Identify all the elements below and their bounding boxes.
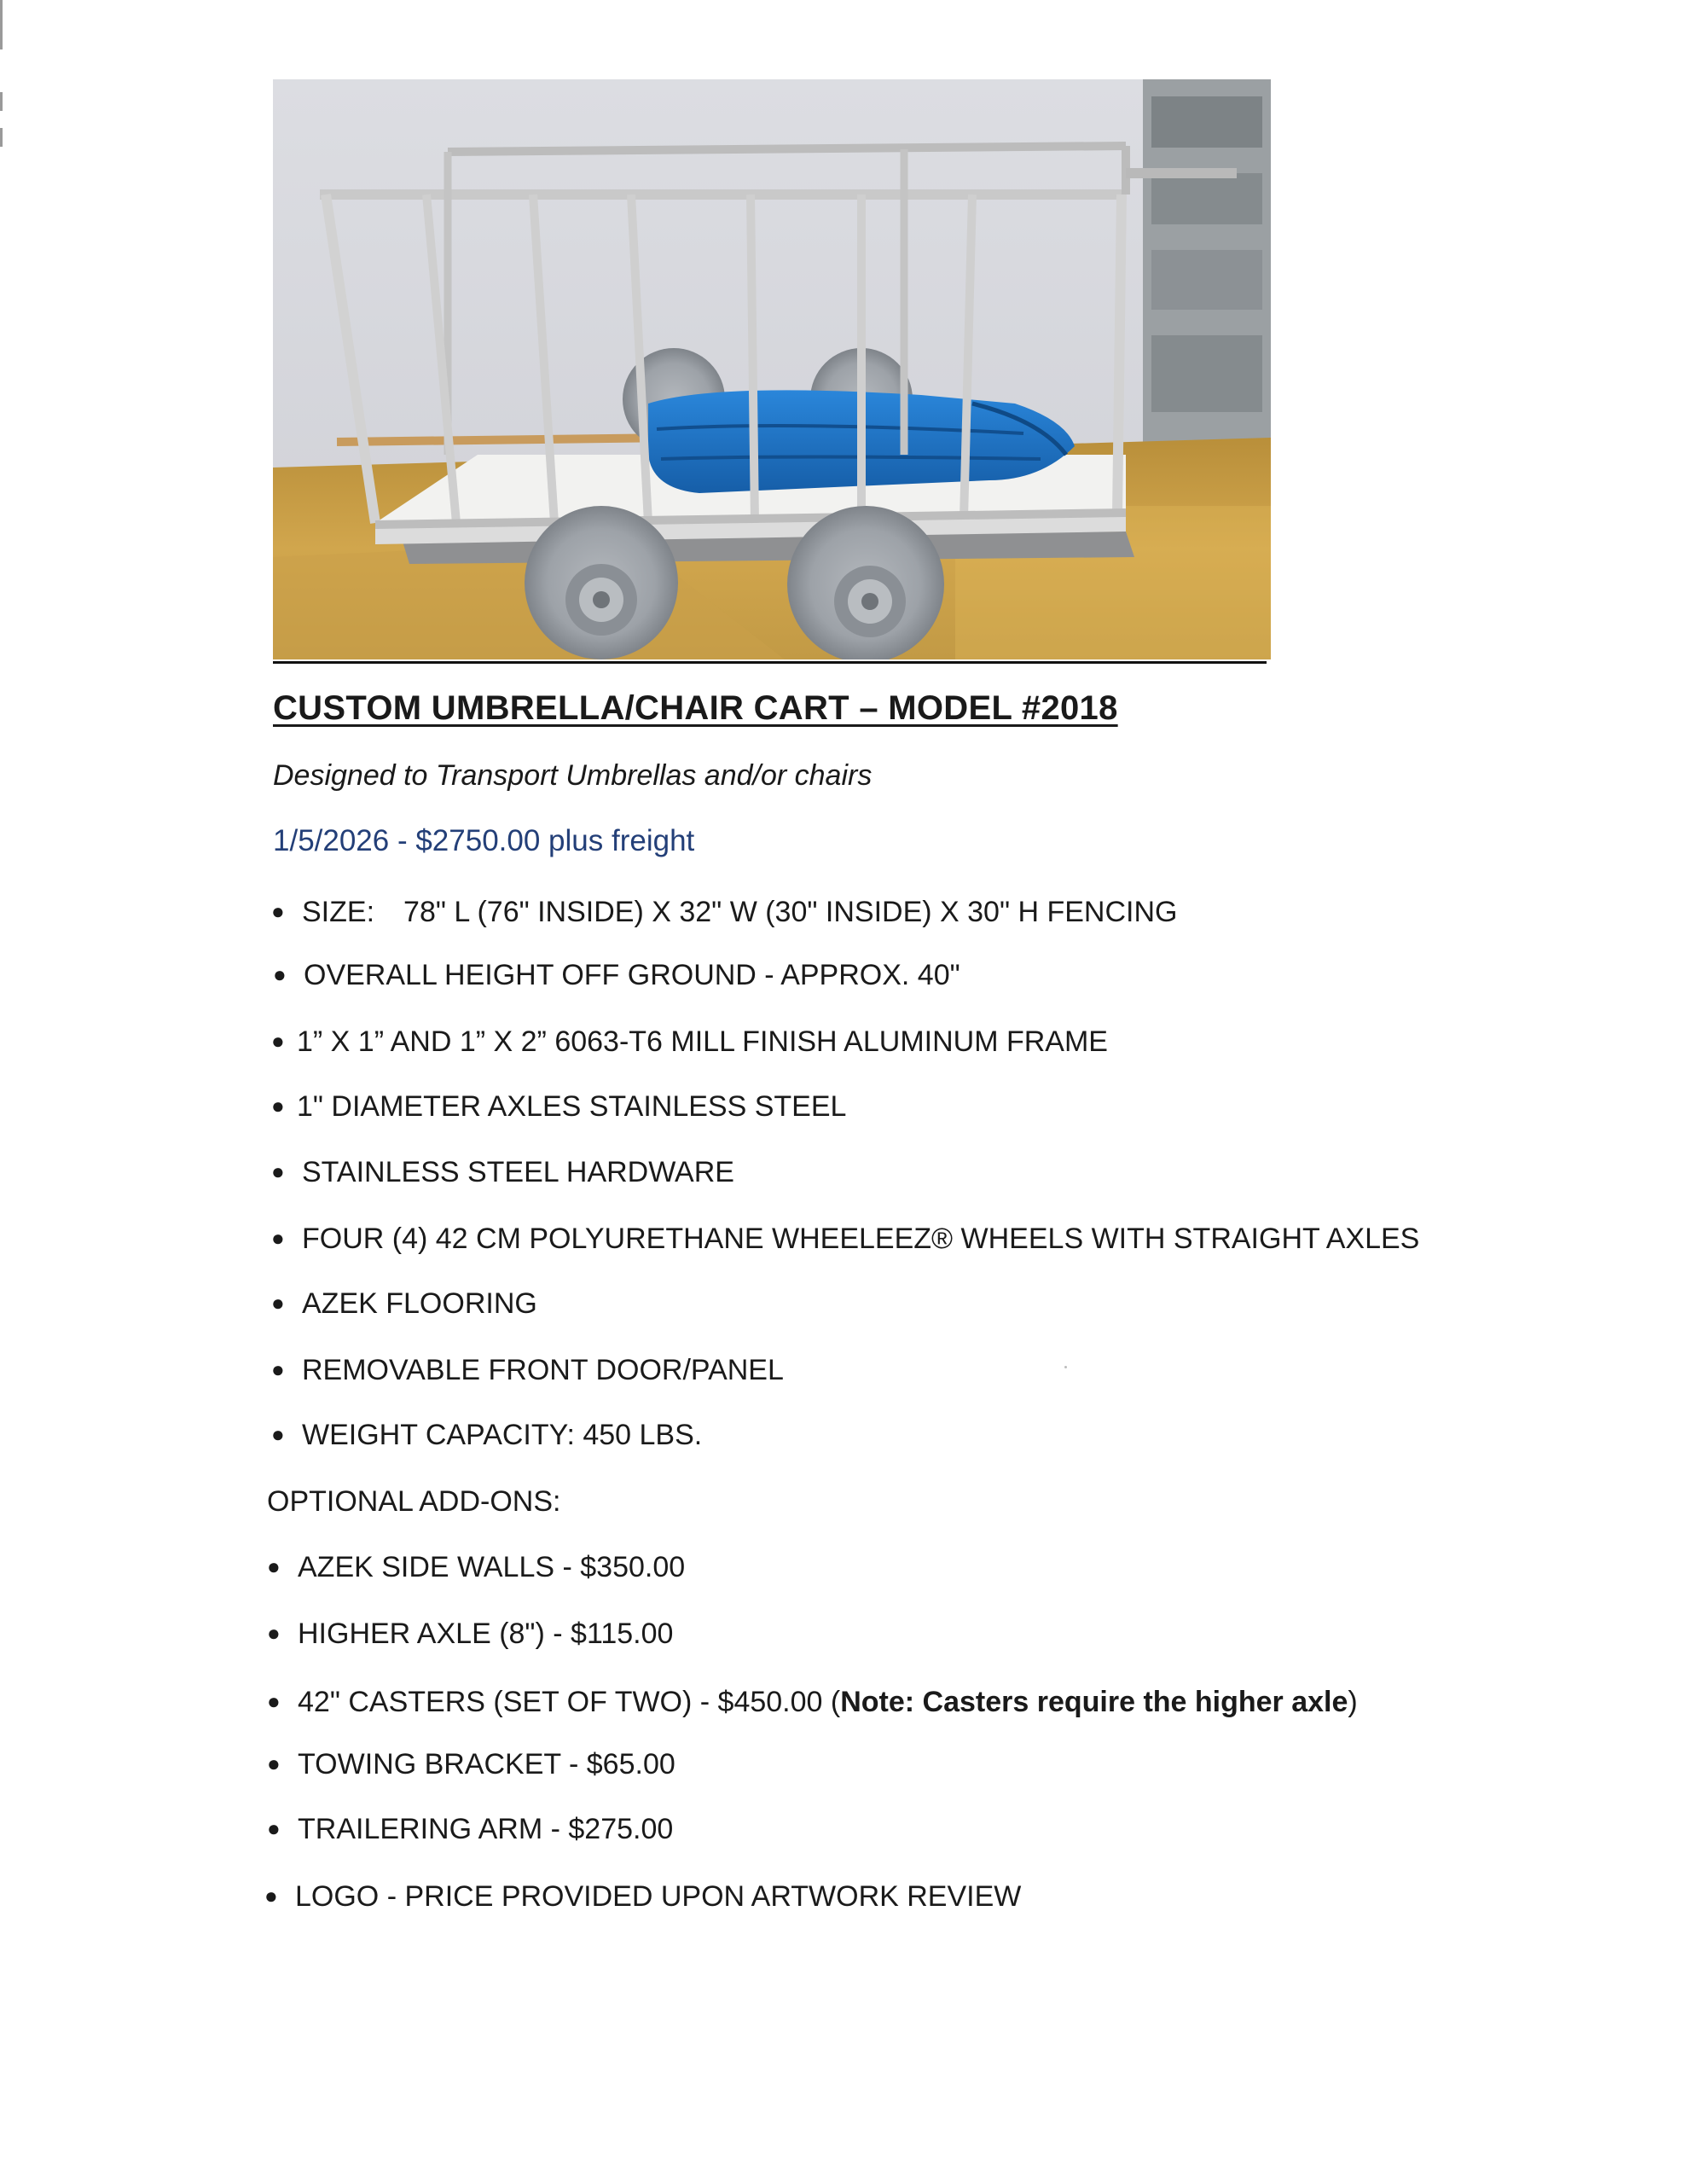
addon-text: LOGO - PRICE PROVIDED UPON ARTWORK REVIEW: [295, 1880, 1022, 1913]
price-line: 1/5/2026 - $2750.00 plus freight: [273, 824, 695, 857]
feature-item: [271, 1419, 702, 1452]
addon-item: [267, 1813, 673, 1846]
addon-note: Note: Casters require the higher axle: [840, 1686, 1348, 1718]
bullet-icon: ●: [267, 1619, 281, 1646]
feature-item: [271, 1156, 734, 1189]
scan-edge-mark: [0, 0, 3, 49]
addons-heading: OPTIONAL ADD-ONS:: [267, 1485, 561, 1518]
feature-item: [271, 1223, 1419, 1256]
bullet-icon: ●: [271, 1092, 285, 1118]
addon-item: [267, 1618, 673, 1651]
bullet-icon: ●: [271, 1289, 285, 1316]
addon-text: 42" CASTERS (SET OF TWO) - $450.00 (: [298, 1686, 841, 1718]
bullet-icon: ●: [267, 1815, 281, 1841]
bullet-icon: ●: [271, 1356, 285, 1382]
feature-text: FOUR (4) 42 CM POLYURETHANE WHEELEEZ® WHEELS WITH STRAIGHT AXLES: [302, 1223, 1420, 1255]
bullet-icon: ●: [271, 1420, 285, 1447]
feature-text: OVERALL HEIGHT OFF GROUND - APPROX. 40": [304, 959, 960, 991]
feature-item: [271, 1287, 537, 1321]
bullet-icon: ●: [267, 1750, 281, 1776]
bullet-icon: ●: [271, 1027, 285, 1054]
scan-speck: [1064, 1366, 1067, 1368]
feature-item: [271, 1354, 784, 1387]
addon-note-close: ): [1348, 1686, 1358, 1718]
feature-item: [271, 896, 1177, 929]
feature-text: 1" DIAMETER AXLES STAINLESS STEEL: [297, 1090, 847, 1123]
bullet-icon: ●: [271, 1158, 285, 1184]
feature-text: AZEK FLOORING: [302, 1287, 537, 1320]
umbrella-cart-photo: [273, 79, 1271, 659]
bullet-icon: ●: [271, 897, 285, 924]
feature-item: [273, 959, 960, 992]
scan-edge-mark: [0, 128, 3, 147]
feature-text: REMOVABLE FRONT DOOR/PANEL: [302, 1354, 784, 1386]
feature-label: SIZE:: [302, 896, 375, 928]
bullet-icon: ●: [267, 1687, 281, 1714]
bullet-icon: ●: [267, 1553, 281, 1579]
addon-item: [264, 1880, 1021, 1914]
feature-item: [271, 1025, 1108, 1059]
addon-text: TOWING BRACKET - $65.00: [298, 1748, 675, 1780]
scan-edge-mark: [0, 92, 3, 111]
bullet-icon: ●: [264, 1882, 278, 1908]
addon-item: [267, 1686, 1358, 1719]
feature-item: [271, 1090, 846, 1124]
addon-item: [267, 1748, 675, 1781]
page-title: CUSTOM UMBRELLA/CHAIR CART – MODEL #2018: [273, 689, 1118, 727]
photo-underline: [273, 661, 1267, 664]
addon-item: [267, 1551, 685, 1584]
bullet-icon: ●: [273, 961, 287, 987]
feature-text: 78" L (76" INSIDE) X 32" W (30" INSIDE) X 30" H FENCING: [403, 896, 1178, 928]
addon-text: HIGHER AXLE (8") - $115.00: [298, 1618, 674, 1650]
subtitle: Designed to Transport Umbrellas and/or chairs: [273, 759, 873, 792]
bullet-icon: ●: [271, 1224, 285, 1251]
addon-text: TRAILERING ARM - $275.00: [298, 1813, 674, 1845]
feature-text: STAINLESS STEEL HARDWARE: [302, 1156, 734, 1188]
addon-text: AZEK SIDE WALLS - $350.00: [298, 1551, 686, 1583]
feature-text: WEIGHT CAPACITY: 450 LBS.: [302, 1419, 703, 1451]
feature-text: 1” X 1” AND 1” X 2” 6063-T6 MILL FINISH ALUMINUM FRAME: [297, 1025, 1108, 1058]
